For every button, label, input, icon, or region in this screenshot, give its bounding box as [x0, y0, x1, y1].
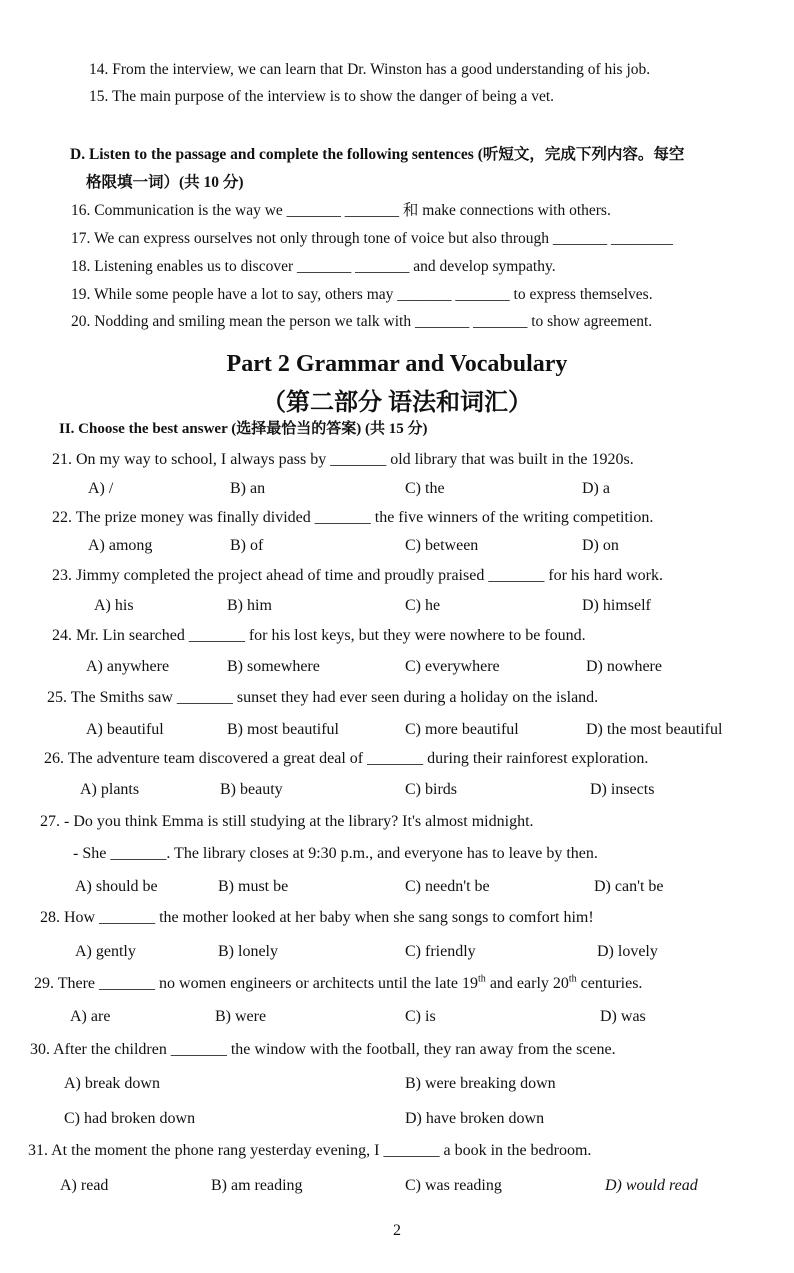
question-24-stem: 24. Mr. Lin searched _______ for his lost keys, but they were nowhere to be found.: [52, 627, 586, 644]
question-28-stem: 28. How _______ the mother looked at her baby when she sang songs to comfort him!: [40, 909, 594, 926]
section-ii-heading: II. Choose the best answer (选择最恰当的答案) (共 15 分): [59, 421, 428, 437]
question-28-option-c: C) friendly: [405, 943, 476, 960]
question-21-option-c: C) the: [405, 480, 445, 497]
question-25-option-c: C) more beautiful: [405, 721, 519, 738]
question-29-stem-post: centuries.: [576, 975, 643, 992]
question-26-option-c: C) birds: [405, 781, 457, 798]
question-28-option-b: B) lonely: [218, 943, 278, 960]
question-30-stem: 30. After the children _______ the window with the football, they ran away from the scene.: [30, 1041, 616, 1058]
question-29-sup-1: th: [478, 973, 486, 985]
question-26-option-d: D) insects: [590, 781, 655, 798]
section-d-heading-line1: D. Listen to the passage and complete the following sentences (听短文，完成下列内容。每空: [70, 146, 685, 163]
question-22-option-d: D) on: [582, 537, 619, 554]
question-27-option-d: D) can't be: [594, 878, 664, 895]
question-23-stem: 23. Jimmy completed the project ahead of time and proudly praised _______ for his hard work.: [52, 567, 663, 584]
question-22-stem: 22. The prize money was finally divided _______ the five winners of the writing competition.: [52, 509, 654, 526]
question-31-option-a: A) read: [60, 1177, 109, 1194]
question-30-option-d: D) have broken down: [405, 1110, 545, 1127]
part2-subtitle: （第二部分 语法和词汇）: [262, 390, 532, 416]
question-26-option-b: B) beauty: [220, 781, 283, 798]
question-29-stem-pre: 29. There _______ no women engineers or architects until the late 19: [34, 975, 479, 992]
question-31-stem: 31. At the moment the phone rang yesterday evening, I _______ a book in the bedroom.: [28, 1142, 592, 1159]
question-28-option-d: D) lovely: [597, 943, 658, 960]
question-27-stem: 27. - Do you think Emma is still studying at the library? It's almost midnight.: [40, 813, 534, 830]
question-28-option-a: A) gently: [75, 943, 136, 960]
question-27-stem-reply: - She _______. The library closes at 9:30 p.m., and everyone has to leave by then.: [73, 845, 598, 862]
question-31-option-c: C) was reading: [405, 1177, 502, 1194]
question-21-option-a: A) /: [88, 480, 114, 497]
question-21-option-b: B) an: [230, 480, 266, 497]
part2-title: Part 2 Grammar and Vocabulary: [226, 351, 568, 377]
question-26-stem: 26. The adventure team discovered a great deal of _______ during their rainforest exploration.: [44, 750, 649, 767]
question-16: 16. Communication is the way we _______ _______ 和 make connections with others.: [71, 202, 611, 219]
question-17: 17. We can express ourselves not only through tone of voice but also through _______ ________: [71, 230, 674, 247]
question-15: 15. The main purpose of the interview is to show the danger of being a vet.: [89, 88, 555, 105]
question-22-option-b: B) of: [230, 537, 264, 554]
question-23-option-a: A) his: [94, 597, 134, 614]
question-24-option-c: C) everywhere: [405, 658, 500, 675]
question-29-stem-mid: and early 20: [485, 975, 569, 992]
question-25-option-a: A) beautiful: [86, 721, 164, 738]
question-22-option-a: A) among: [88, 537, 153, 554]
page-number: 2: [393, 1222, 401, 1239]
question-29-option-d: D) was: [600, 1008, 646, 1025]
question-30-option-b: B) were breaking down: [405, 1075, 556, 1092]
question-29-stem: [34, 974, 642, 994]
question-27-option-c: C) needn't be: [405, 878, 490, 895]
question-25-option-d: D) the most beautiful: [586, 721, 723, 738]
question-22-option-c: C) between: [405, 537, 479, 554]
question-29-option-b: B) were: [215, 1008, 267, 1025]
question-23-option-c: C) he: [405, 597, 441, 614]
question-14: 14. From the interview, we can learn that Dr. Winston has a good understanding of his job.: [89, 61, 651, 78]
question-23-option-b: B) him: [227, 597, 272, 614]
question-23-option-d: D) himself: [582, 597, 651, 614]
section-d-heading-line2: 格限填一词）(共 10 分): [86, 174, 244, 191]
question-30-option-a: A) break down: [64, 1075, 160, 1092]
question-24-option-d: D) nowhere: [586, 658, 662, 675]
question-29-option-c: C) is: [405, 1008, 436, 1025]
question-29-option-a: A) are: [70, 1008, 111, 1025]
question-27-option-b: B) must be: [218, 878, 289, 895]
question-31-option-b: B) am reading: [211, 1177, 303, 1194]
question-24-option-a: A) anywhere: [86, 658, 170, 675]
question-30-option-c: C) had broken down: [64, 1110, 196, 1127]
question-21-stem: 21. On my way to school, I always pass by _______ old library that was built in the 1920s.: [52, 451, 634, 468]
question-21-option-d: D) a: [582, 480, 610, 497]
question-25-option-b: B) most beautiful: [227, 721, 339, 738]
question-25-stem: 25. The Smiths saw _______ sunset they had ever seen during a holiday on the island.: [47, 689, 599, 706]
question-20: 20. Nodding and smiling mean the person we talk with _______ _______ to show agreement.: [71, 313, 653, 330]
question-26-option-a: A) plants: [80, 781, 140, 798]
question-27-option-a: A) should be: [75, 878, 158, 895]
question-19: 19. While some people have a lot to say, others may _______ _______ to express themselves.: [71, 286, 653, 303]
question-29-sup-2: th: [568, 973, 577, 985]
question-24-option-b: B) somewhere: [227, 658, 320, 675]
question-18: 18. Listening enables us to discover _______ _______ and develop sympathy.: [71, 258, 556, 275]
question-31-option-d: D) would read: [605, 1177, 698, 1194]
